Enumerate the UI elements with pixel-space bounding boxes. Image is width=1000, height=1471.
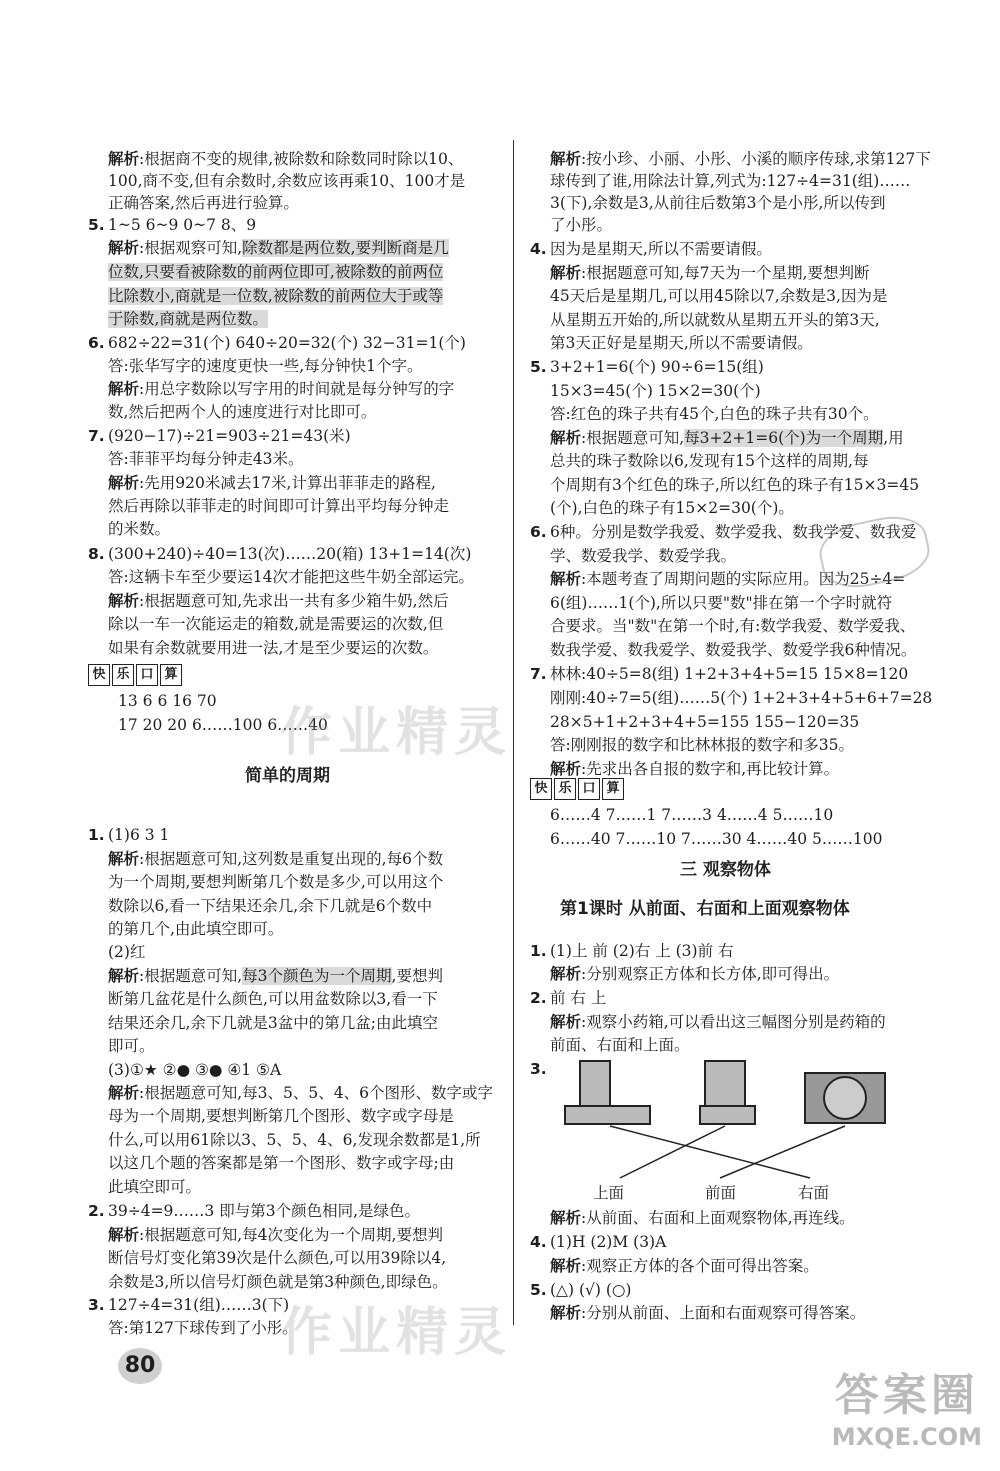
text-line (550, 192, 885, 214)
line-text: 15×3=45(个) 15×2=30(个) (550, 382, 761, 400)
line-text: :根据题意可知, (139, 967, 243, 985)
line-text: 3(下),余数是3,从前往后数第3个是小彤,所以传到 (550, 194, 886, 212)
analysis-label: 解析 (550, 965, 582, 983)
line-text: 个周期有3个红色的珠子,所以红色的珠子有15×3=45 (550, 476, 920, 494)
text-line (550, 497, 794, 519)
question-number: 5. (88, 216, 105, 234)
question-number: 2. (88, 1202, 105, 1220)
line-text: 此填空即可。 (108, 1178, 202, 1196)
text-line (550, 1255, 819, 1277)
line-text: :根据题意可知,每3、5、5、4、6个图形、数字或字 (139, 1084, 493, 1102)
line-text: 答:菲菲平均每分钟走43米。 (108, 450, 304, 468)
analysis-label: 解析 (550, 570, 582, 588)
line-text: 答:这辆卡车至少要运14次才能把这些牛奶全部运完。 (108, 568, 474, 586)
line-text: 然后再除以菲菲走的时间即可计算出平均每分钟走 (108, 497, 450, 515)
text-line (108, 237, 449, 259)
analysis-label: 解析 (550, 264, 582, 282)
line-text: :从前面、右面和上面观察物体,再连线。 (581, 1209, 855, 1227)
text-line (550, 592, 892, 614)
text-line (108, 1176, 201, 1198)
text-line (530, 940, 734, 962)
analysis-label: 解析 (108, 1226, 140, 1244)
line-text: :根据题意可知,先求出一共有多少箱牛奶,然后 (139, 592, 449, 610)
analysis-label: 解析 (108, 1084, 140, 1102)
analysis-label: 解析 (550, 150, 582, 168)
analysis-label: 解析 (108, 967, 140, 985)
line-text: 第3天正好是星期天,所以不需要请假。 (550, 334, 813, 352)
line-text: 100,商不变,但有余数时,余数应该再乘10、100才是 (108, 172, 466, 190)
text-line (108, 1152, 454, 1174)
line-text: :根据商不变的规律,被除数和除数同时除以10、 (139, 150, 464, 168)
line-text: :分别从前面、上面和右面观察可得答案。 (581, 1304, 866, 1322)
site-watermark (832, 1359, 982, 1451)
section-title-periodic: 简单的周期 (245, 766, 330, 786)
line-text: 除以一车一次能运走的箱数,就是需要运的次数,但 (108, 615, 444, 633)
line-text: 结果还余几,余下几就是3盆中的第几盆;由此填空 (108, 1014, 439, 1032)
text-line (108, 495, 449, 517)
text-line (108, 941, 145, 963)
line-text: (个),白色的珠子有15×2=30(个)。 (550, 499, 794, 517)
text-line (550, 758, 839, 780)
line-text: ,要想判 (391, 967, 443, 985)
line-text: (920−17)÷21=903÷21=43(米) (108, 427, 351, 445)
line-text: 因为是星期天,所以不需要请假。 (550, 240, 772, 258)
text-line (108, 848, 443, 870)
line-text: :根据题意可知,每7天为一个星期,要想判断 (581, 264, 870, 282)
question-number: 7. (530, 665, 547, 683)
line-text: 球传到了谁,用除法计算,列式为:127÷4=31(组)…… (550, 172, 911, 190)
text-line (550, 148, 931, 170)
text-line (550, 285, 887, 307)
line-text: :根据题意可知,每4次变化为一个周期,要想判 (139, 1226, 443, 1244)
text-line (88, 332, 466, 354)
text-line (550, 474, 919, 496)
question-number: 2. (530, 989, 547, 1007)
question-number: 1. (88, 826, 105, 844)
analysis-label: 解析 (550, 1304, 582, 1322)
line-text: 39÷4=9……3 即与第3个颜色相同,是绿色。 (108, 1202, 420, 1220)
text-line (88, 824, 169, 846)
question-number: 3. (88, 1296, 105, 1314)
text-line (550, 639, 916, 661)
line-text: 总共的珠子数除以6,发现有15个这样的周期,每 (550, 452, 869, 470)
line-text: 682÷22=31(个) 640÷20=32(个) 32−31=1(个) (108, 334, 466, 352)
highlighted-text: 位数,只要看被除数的前两位即可,被除数的前两位 (108, 263, 444, 281)
line-text: 从星期五开始的,所以就数从星期五开头的第3天, (550, 311, 880, 329)
text-line (550, 380, 761, 402)
text-line (108, 566, 474, 588)
question-number: 6. (530, 523, 547, 541)
line-text: 为一个周期,要想判断第几个数是多少,可以用这个 (108, 873, 444, 891)
text-line (550, 450, 868, 472)
line-text: 断信号灯变化第39次是什么颜色,可以用39除以4, (108, 1249, 447, 1267)
question-number: 5. (530, 358, 547, 376)
line-text: 的第几个,由此填空即可。 (108, 920, 284, 938)
text-line (108, 401, 376, 423)
analysis-label: 解析 (550, 429, 582, 447)
line-text: :根据题意可知, (581, 429, 685, 447)
highlighted-text: 每3个颜色为一个周期 (242, 967, 392, 985)
text-line (550, 403, 879, 425)
text-line (530, 238, 772, 260)
text-line (108, 355, 423, 377)
line-text: :本题考查了周期问题的实际应用。因为25÷4= (581, 570, 906, 588)
text-line (530, 1279, 631, 1301)
text-line (108, 871, 443, 893)
watermark: 作业精灵 (280, 1303, 513, 1363)
line-text: :根据题意可知,这列数是重复出现的,每6个数 (139, 850, 443, 868)
text-line (550, 1011, 886, 1033)
line-text: 3+2+1=6(个) 90÷6=15(组) (550, 358, 764, 376)
text-line (550, 1034, 690, 1056)
text-line (108, 613, 443, 635)
line-text: 13 6 6 16 70 (118, 692, 217, 710)
line-text: 的米数。 (108, 520, 171, 538)
text-line (108, 895, 432, 917)
line-text: 45天后是星期几,可以用45除以7,余数是3,因为是 (550, 287, 888, 305)
line-text: 答:张华写字的速度更快一些,每分钟快1个字。 (108, 357, 423, 375)
line-text: 即可。 (108, 1037, 155, 1055)
question-number: 7. (88, 427, 105, 445)
line-text: 以这几个题的答案都是第一个图形、数字或字母;由 (108, 1154, 455, 1172)
line-text: (1)H (2)M (3)A (550, 1233, 667, 1251)
line-text: (△) (√) (○) (550, 1281, 632, 1299)
text-line (108, 518, 170, 540)
line-text: (300+240)÷40=13(次)……20(箱) 13+1=14(次) (108, 545, 472, 563)
text-line (108, 988, 438, 1010)
text-line (88, 543, 471, 565)
text-line (108, 1035, 155, 1057)
line-text: 答:第127下球传到了小彤。 (108, 1319, 298, 1337)
text-line (108, 448, 303, 470)
analysis-label: 解析 (108, 592, 140, 610)
mental-math-badge-right: 快 乐 口 算 (530, 778, 624, 800)
text-line (550, 687, 932, 709)
question-number: 6. (88, 334, 105, 352)
watermark: 作业精灵 (280, 703, 513, 763)
line-text: 学、数爱我学、数爱学我。 (550, 547, 737, 565)
text-line (550, 214, 612, 236)
text-line (108, 965, 443, 987)
line-text: 林林:40÷5=8(组) 1+2+3+4+5=15 15×8=120 (550, 665, 909, 683)
text-line (108, 1224, 443, 1246)
label-top-view: 上面 (593, 1184, 625, 1202)
text-line (550, 262, 869, 284)
line-text: 了小彤。 (550, 216, 613, 234)
text-line (550, 427, 904, 449)
line-text: :先求出各自报的数字和,再比较计算。 (581, 760, 840, 778)
highlighted-text: 比除数小,商就是一位数,被除数的前两位大于或等 (108, 287, 444, 305)
text-line (108, 148, 463, 170)
line-text: (1)6 3 1 (108, 826, 170, 844)
text-line (108, 1317, 298, 1339)
line-text: 6……40 7……10 7……30 4……40 5……100 (550, 830, 883, 848)
text-line (550, 804, 833, 826)
question-number: 4. (530, 240, 547, 258)
line-text: 数我学爱、数我爱学、数爱我学、数爱学我6种情况。 (550, 641, 917, 659)
page-number: 80 (118, 1348, 162, 1384)
line-text: 如果有余数就要用进一法,才是至少要运的次数。 (108, 639, 439, 657)
text-line (530, 663, 908, 685)
question-number: 5. (530, 1281, 547, 1299)
line-text: 合要求。当"数"在第一个时,有:数学我爱、数学爱我、 (550, 617, 916, 635)
line-text: 数,然后把两个人的速度进行对比即可。 (108, 403, 377, 421)
text-line (88, 1200, 420, 1222)
text-line (550, 545, 736, 567)
highlighted-text: 除数都是两位数,要判断商是几 (242, 239, 449, 257)
text-line (550, 711, 859, 733)
text-line (108, 170, 465, 192)
text-line (108, 192, 299, 214)
question-number: 4. (530, 1233, 547, 1251)
line-text: (1)上 前 (2)右 上 (3)前 右 (550, 942, 734, 960)
text-line (108, 308, 268, 330)
text-line (108, 261, 443, 283)
line-text: 前面、右面和上面。 (550, 1036, 690, 1054)
line-text: 答:刚刚报的数字和比林林报的数字和多35。 (550, 736, 854, 754)
line-text: :分别观察正方体和长方体,即可得出。 (581, 965, 840, 983)
question-number: 3. (530, 1060, 547, 1078)
line-text: 28×5+1+2+3+4+5=155 155−120=35 (550, 713, 860, 731)
analysis-label: 解析 (550, 1257, 582, 1275)
highlighted-text: 于除数,商就是两位数。 (108, 310, 268, 328)
analysis-label: 解析 (550, 1209, 582, 1227)
right-view-figure (700, 1061, 755, 1124)
line-text: :先用920米减去17米,计算出菲菲走的路程, (139, 474, 436, 492)
text-line (108, 918, 283, 940)
lesson-title: 第1课时 从前面、右面和上面观察物体 (560, 899, 850, 919)
line-text: :观察正方体的各个面可得出答案。 (581, 1257, 819, 1275)
text-line (550, 170, 910, 192)
text-line (118, 690, 217, 712)
line-text: (3)①★ ②● ③● ④1 ⑤A (108, 1061, 282, 1079)
text-line (550, 615, 915, 637)
line-text: ,用 (883, 429, 904, 447)
text-line (108, 1082, 493, 1104)
text-line (108, 285, 443, 307)
line-text: :按小珍、小丽、小彤、小溪的顺序传球,求第127下 (581, 150, 931, 168)
mental-math-badge-left: 快 乐 口 算 (88, 664, 182, 686)
text-line (530, 987, 606, 1009)
text-line (550, 332, 813, 354)
text-line (108, 637, 438, 659)
line-text: 数除以6,看一下结果还余几,余下几就是6个数中 (108, 897, 433, 915)
line-text: 正确答案,然后再进行验算。 (108, 194, 299, 212)
top-view-figure (805, 1073, 885, 1123)
text-line (530, 356, 764, 378)
line-text: 刚刚:40÷7=5(组)……5(个) 1+2+3+4+5+6+7=28 (550, 689, 933, 707)
text-line (88, 214, 256, 236)
line-text: 6种。分别是数学我爱、数学爱我、数我学爱、数我爱 (550, 523, 917, 541)
text-line (108, 1129, 481, 1151)
text-line (530, 1231, 666, 1253)
site-url: MXQE.COM (831, 1423, 982, 1451)
line-text: 什么,可以用61除以3、5、5、4、6,发现余数都是1,所 (108, 1131, 481, 1149)
text-line (108, 1012, 438, 1034)
unit-title: 三 观察物体 (680, 860, 771, 880)
line-text: (2)红 (108, 943, 146, 961)
column-divider (513, 140, 514, 1325)
text-line (108, 472, 436, 494)
analysis-label: 解析 (108, 850, 140, 868)
question-number: 8. (88, 545, 105, 563)
line-text: 答:红色的珠子共有45个,白色的珠子共有30个。 (550, 405, 879, 423)
line-text: :观察小药箱,可以看出这三幅图分别是药箱的 (581, 1013, 886, 1031)
label-right-view: 右面 (798, 1184, 830, 1202)
text-line (88, 1294, 289, 1316)
line-text: :用总字数除以写字用的时间就是每分钟写的字 (139, 380, 455, 398)
text-line (108, 1105, 454, 1127)
line-text: 17 20 20 6……100 6……40 (118, 716, 328, 734)
label-front-view: 前面 (705, 1184, 737, 1202)
text-line (550, 309, 880, 331)
text-line (108, 1247, 446, 1269)
text-line (550, 734, 854, 756)
text-line (108, 378, 454, 400)
analysis-label: 解析 (108, 474, 140, 492)
analysis-label: 解析 (108, 150, 140, 168)
line-text: 6(组)……1(个),所以只要"数"排在第一个字时就符 (550, 594, 893, 612)
analysis-label: 解析 (550, 760, 582, 778)
line-text: 母为一个周期,要想判断第几个图形、数字或字母是 (108, 1107, 454, 1125)
site-logo: 答案圈 (834, 1370, 979, 1421)
highlighted-text: 每3+2+1=6(个)为一个周期 (684, 429, 884, 447)
line-text: 前 右 上 (550, 989, 607, 1007)
text-line (550, 1207, 855, 1229)
text-line (108, 590, 449, 612)
analysis-label: 解析 (108, 380, 140, 398)
line-text: 6……4 7……1 7……3 4……4 5……10 (550, 806, 834, 824)
text-line (88, 425, 351, 447)
line-text: 127÷4=31(组)……3(下) (108, 1296, 290, 1314)
line-text: :根据观察可知, (139, 239, 243, 257)
front-view-figure (565, 1061, 650, 1124)
analysis-label: 解析 (550, 1013, 582, 1031)
line-text: 断第几盆花是什么颜色,可以用盆数除以3,看一下 (108, 990, 438, 1008)
analysis-label: 解析 (108, 239, 140, 257)
text-line (550, 1302, 865, 1324)
text-line (550, 963, 839, 985)
text-line (550, 828, 883, 850)
text-line (108, 1059, 281, 1081)
line-text: 1~5 6~9 0~7 8、9 (108, 216, 257, 234)
line-text: 余数是3,所以信号灯颜色就是第3种颜色,即绿色。 (108, 1273, 448, 1291)
question-number: 1. (530, 942, 547, 960)
